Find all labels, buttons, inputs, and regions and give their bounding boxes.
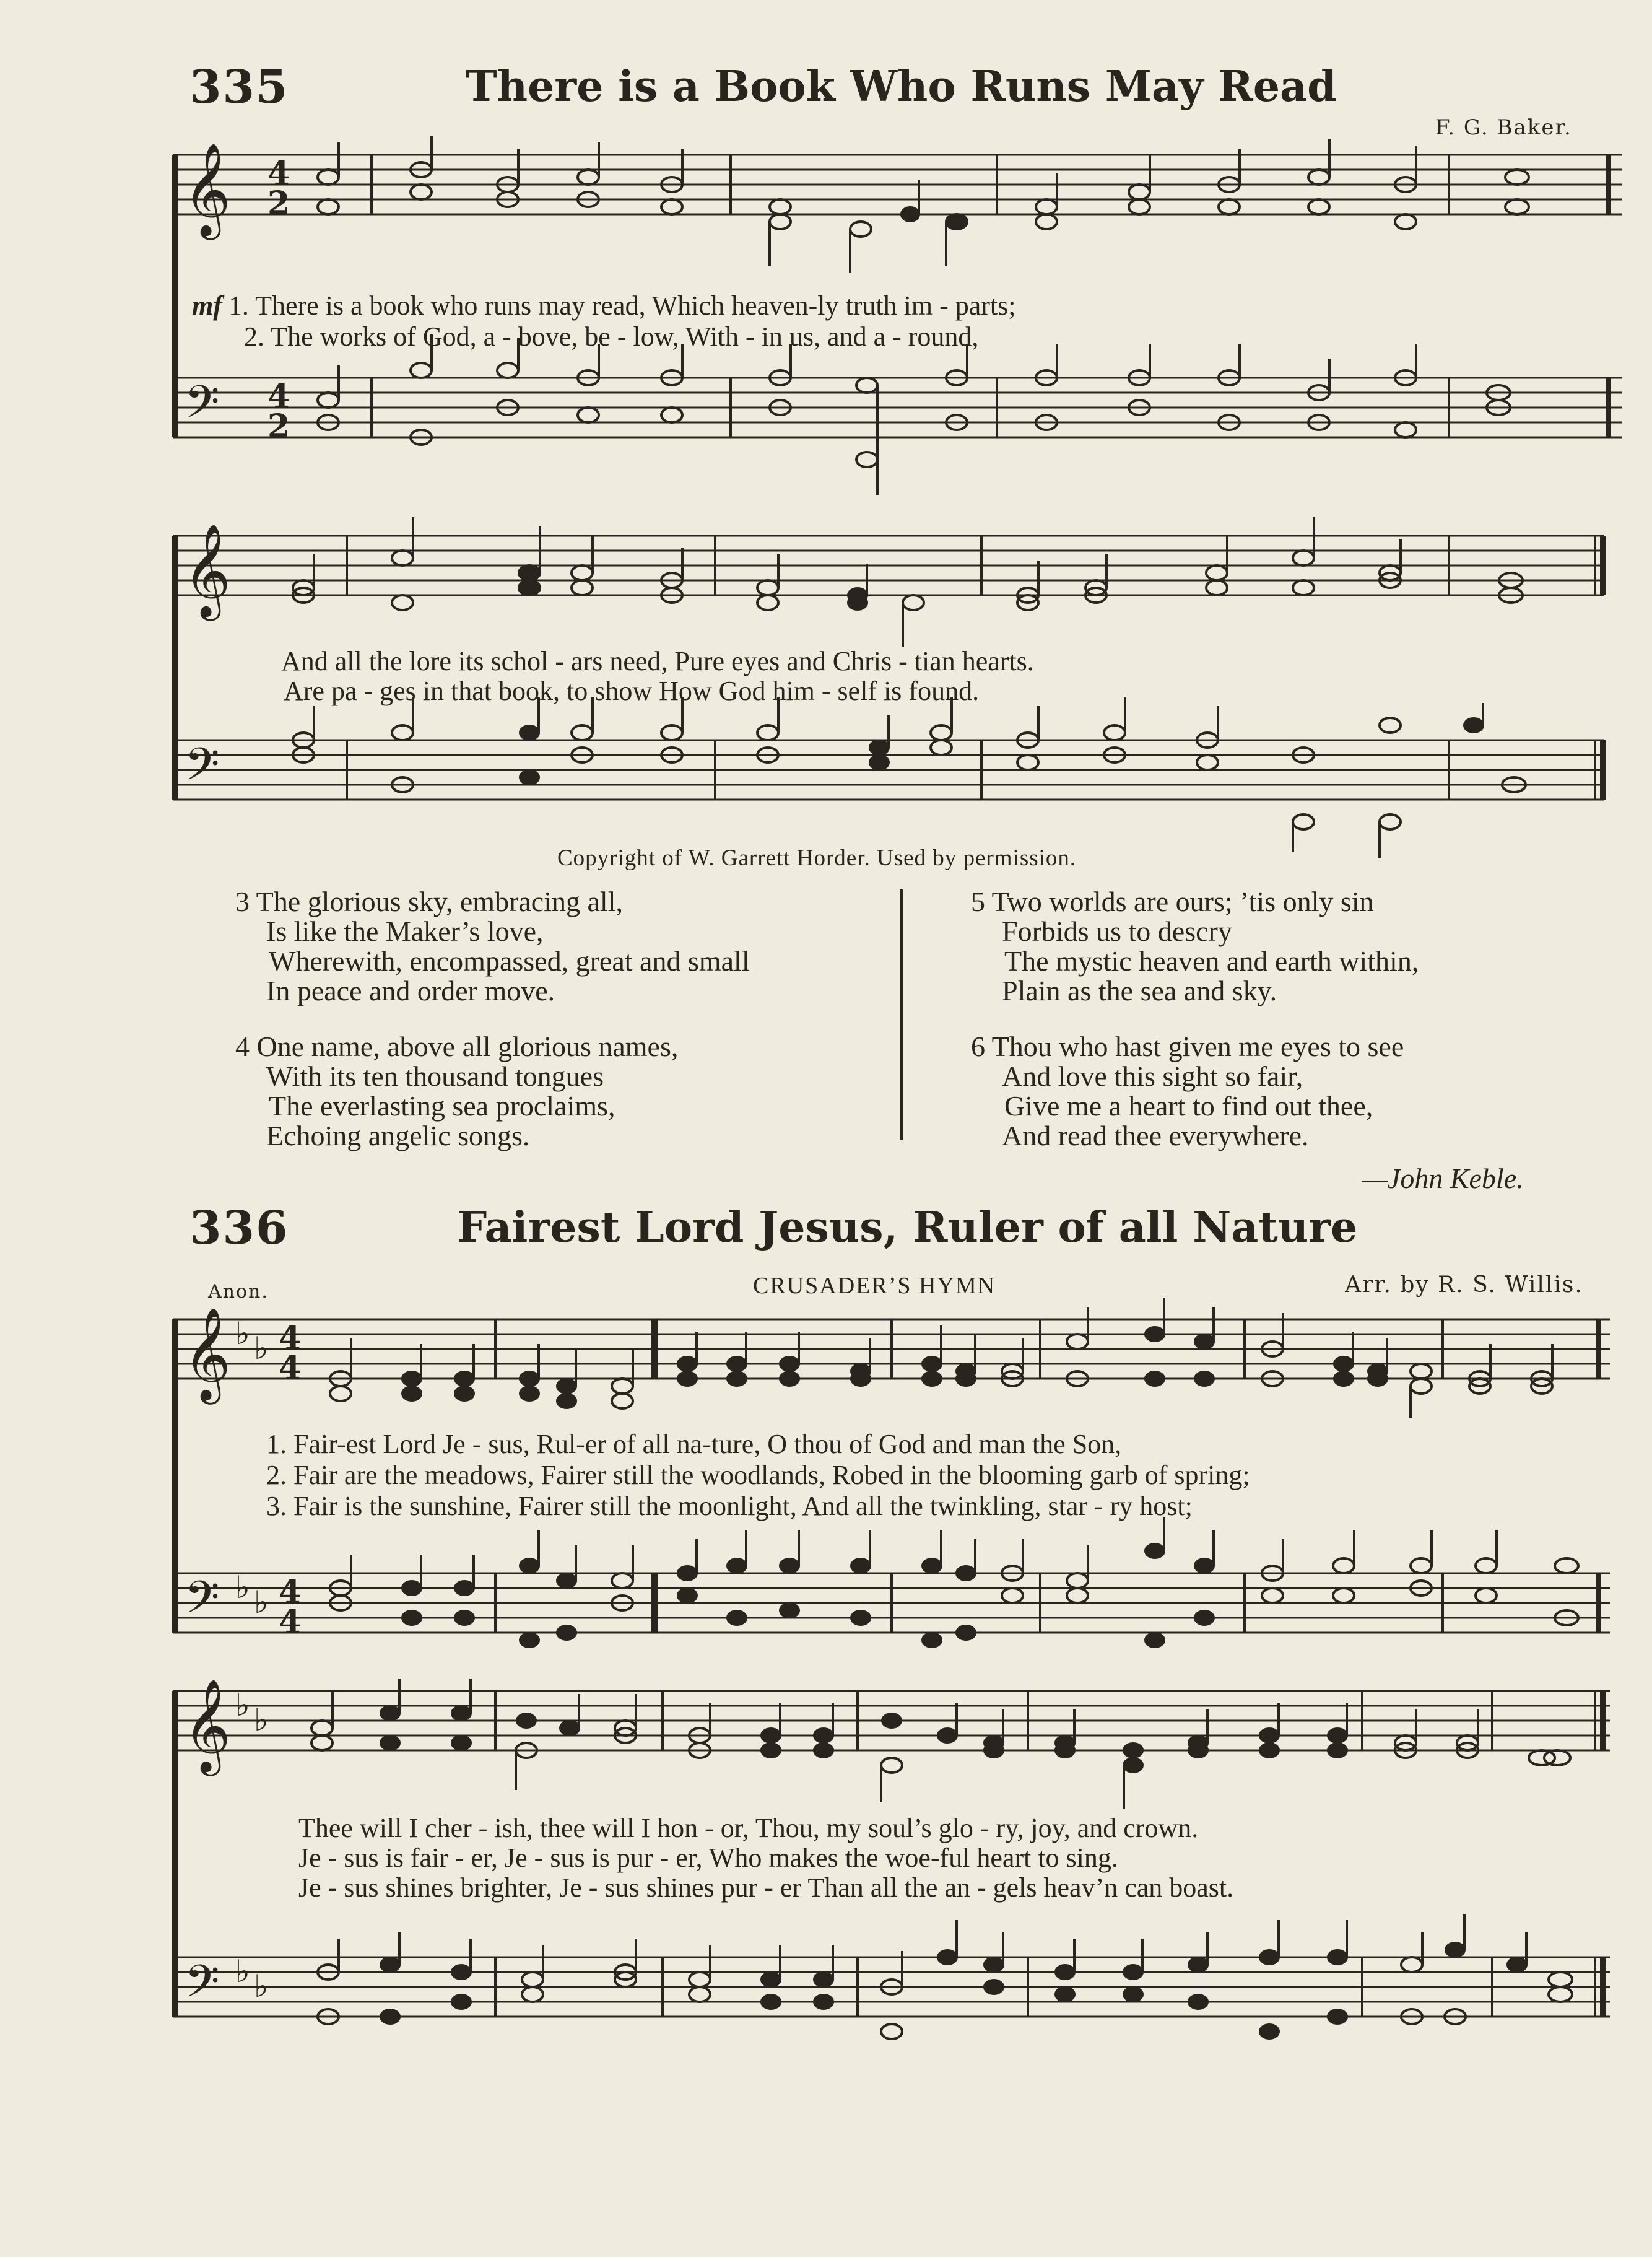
hymn-335-author: —John Keble. [1362, 1163, 1524, 1194]
hymn-336-line1-verse1: 1. Fair-est Lord Je - sus, Rul-er of all na-ture, O thou of God and man the Son, [266, 1429, 1122, 1459]
svg-text:𝄢: 𝄢 [185, 738, 220, 801]
svg-text:𝄢: 𝄢 [185, 1571, 220, 1635]
svg-text:♭: ♭ [235, 1316, 250, 1351]
svg-text:2: 2 [267, 185, 290, 222]
hymn-335-line1-verse2: 2. The works of God, a - bove, be - low, With - in us, and a - round, [244, 321, 979, 352]
svg-text:4: 4 [267, 155, 290, 193]
svg-text:♭: ♭ [235, 1569, 250, 1605]
hymn-335-stanza-3: 3 The glorious sky, embracing all, Is like the Maker’s love, Wherewith, encompassed, great and small In peace and order move. [235, 886, 750, 1006]
hymn-336-line2-verse1: Thee will I cher - ish, thee will I hon - or, Thou, my soul’s glo - ry, joy, and crown. [298, 1813, 1199, 1843]
svg-text:𝄞: 𝄞 [183, 1306, 231, 1400]
svg-text:𝄞: 𝄞 [183, 523, 231, 617]
svg-text:𝄢: 𝄢 [185, 375, 220, 439]
hymn-336-tune-name: CRUSADER’S HYMN [753, 1273, 996, 1299]
hymn-336-line2-verse2: Je - sus is fair - er, Je - sus is pur - er, Who makes the woe-ful heart to sing. [298, 1843, 1118, 1873]
hymn-335-copyright: Copyright of W. Garrett Horder. Used by permission. [557, 845, 1077, 871]
hymn-336-line1-verse2: 2. Fair are the meadows, Fairer still the woodlands, Robed in the blooming garb of spring; [266, 1460, 1250, 1490]
svg-text:𝄞: 𝄞 [183, 1678, 231, 1772]
hymn-336-number: 336 [189, 1202, 289, 1255]
svg-text:♭: ♭ [254, 1968, 269, 2004]
stanza-column-divider [900, 889, 903, 1140]
dynamic-marking: mf [192, 290, 222, 321]
hymn-335-line2-verse1: And all the lore its schol - ars need, Pure eyes and Chris - tian hearts. [281, 646, 1034, 676]
hymn-335-composer: F. G. Baker. [1435, 115, 1572, 140]
svg-text:2: 2 [267, 408, 290, 445]
hymn-336-line2-verse3: Je - sus shines brighter, Je - sus shines pur - er Than all the an - gels heav’n can boast. [298, 1872, 1234, 1903]
svg-text:4: 4 [279, 1573, 302, 1611]
hymn-336-line1-verse3: 3. Fair is the sunshine, Fairer still the moonlight, And all the twinkling, star - ry host; [266, 1491, 1193, 1521]
svg-text:4: 4 [267, 378, 290, 416]
hymn-335-title: There is a Book Who Runs May Read [466, 62, 1337, 111]
svg-text:4: 4 [279, 1349, 302, 1387]
svg-text:♭: ♭ [235, 1687, 250, 1723]
hymn-335-stanza-6: 6 Thou who hast given me eyes to see And love this sight so fair, Give me a heart to find out thee, And read thee everywhere. [971, 1031, 1404, 1151]
hymn-335-number: 335 [189, 61, 289, 114]
svg-text:4: 4 [279, 1319, 302, 1357]
svg-text:♭: ♭ [254, 1702, 269, 1738]
svg-text:♭: ♭ [254, 1330, 269, 1366]
hymn-335-stanza-5: 5 Two worlds are ours; ’tis only sin Forbids us to descry The mystic heaven and earth within, Plain as the sea and sky. [971, 886, 1419, 1006]
hymn-335-line1-verse1: mf 1. There is a book who runs may read, Which heaven-ly truth im - parts; [192, 290, 1016, 321]
hymn-336-author: Anon. [208, 1281, 269, 1303]
svg-text:♭: ♭ [254, 1584, 269, 1620]
hymn-336-title: Fairest Lord Jesus, Ruler of all Nature [457, 1203, 1358, 1252]
svg-text:4: 4 [279, 1603, 302, 1641]
hymn-335-line2-verse2: Are pa - ges in that book, to show How God him - self is found. [284, 676, 980, 706]
hymn-335-stanza-4: 4 One name, above all glorious names, With its ten thousand tongues The everlasting sea proclaims, Echoing angelic songs. [235, 1031, 679, 1151]
svg-text:𝄞: 𝄞 [183, 142, 231, 236]
hymn-336-arranger: Arr. by R. S. Willis. [1345, 1272, 1583, 1298]
svg-text:𝄢: 𝄢 [185, 1955, 220, 2019]
svg-text:♭: ♭ [235, 1954, 250, 1989]
